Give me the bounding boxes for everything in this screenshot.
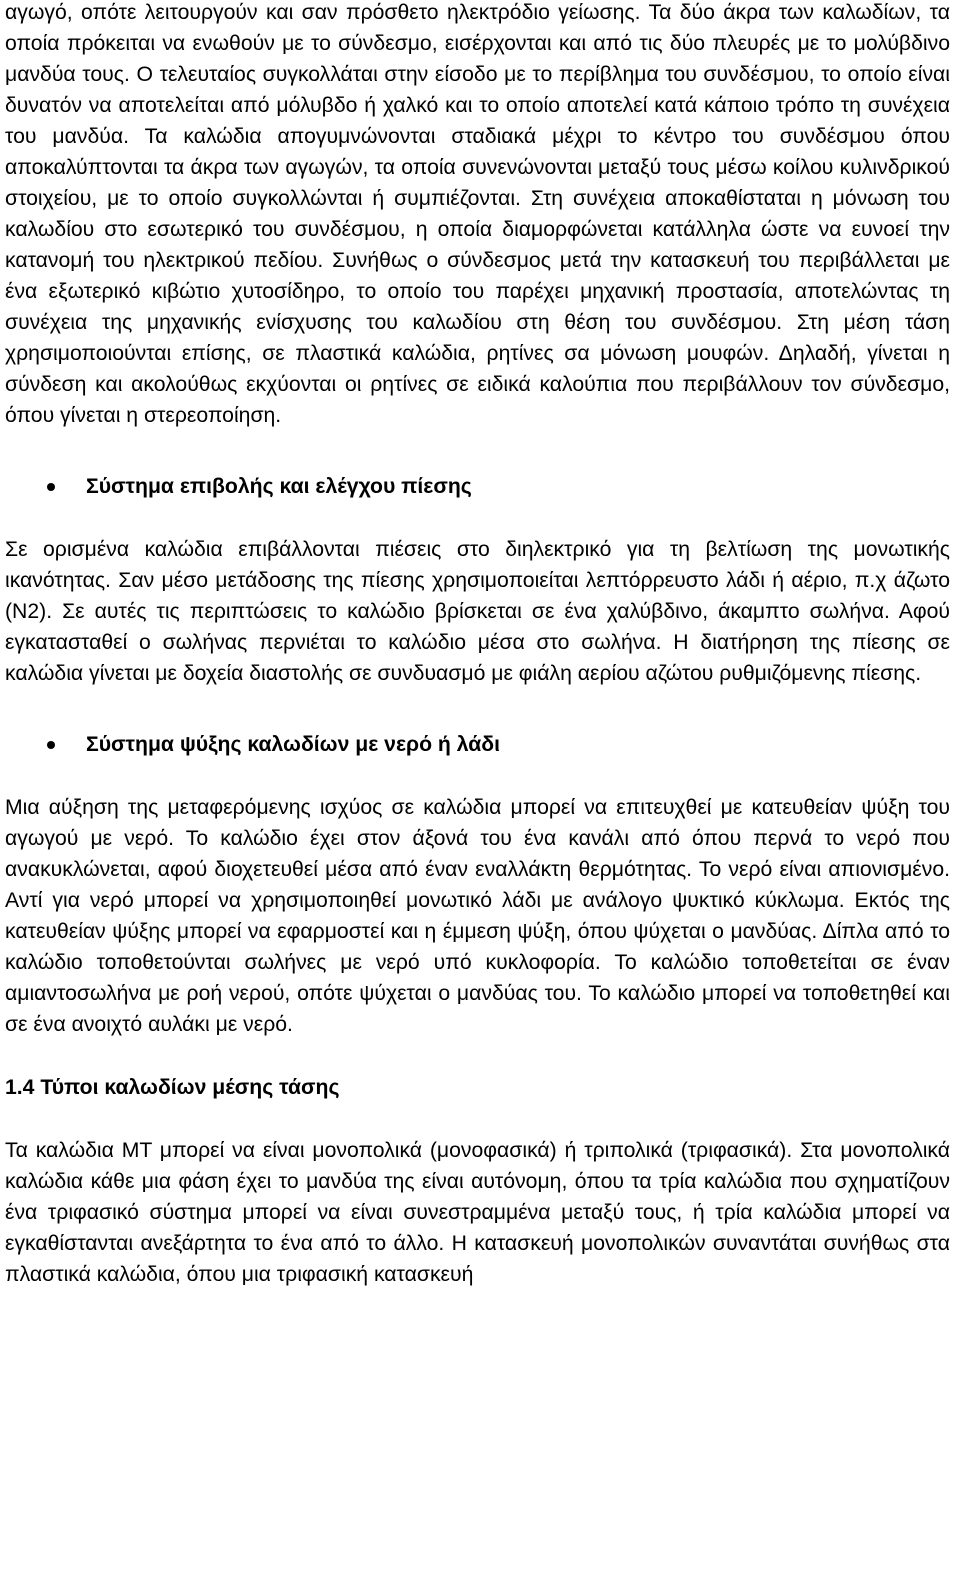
section-heading [5,471,950,502]
section-title: Σύστημα επιβολής και ελέγχου πίεσης [86,475,472,498]
spacer [5,431,950,471]
bullet-icon [47,741,55,749]
spacer [5,1103,950,1135]
section-title: Σύστημα ψύξης καλωδίων με νερό ή λάδι [86,733,501,756]
bullet-icon [47,483,55,491]
section-heading [5,729,950,760]
spacer [5,1040,950,1072]
spacer [5,760,950,792]
body-paragraph: Σε ορισμένα καλώδια επιβάλλονται πιέσεις στο διηλεκτρικό για τη βελτίωση της μονωτικής ικανότητας. Σαν μέσο μετάδοσης της πίεσης χρησιμοποιείται λεπτόρρευστο λάδι ή αέριο, π.χ άζωτο (N2). Σε αυτές τις περιπτώσεις το καλώδιο βρίσκεται σε ένα χαλύβδινο, άκαμπτο σωλήνα. Αφού εγκατασταθεί ο σωλήνας περνιέται το καλώδιο μέσα στο σωλήνα. Η διατήρηση της πίεσης σε καλώδια γίνεται με δοχεία διαστολής σε συνδυασμό με φιάλη αερίου αζώτου ρυθμιζόμενης πίεσης. [5,538,950,685]
body-paragraph: Μια αύξηση της μεταφερόμενης ισχύος σε καλώδια μπορεί να επιτευχθεί με κατευθείαν ψύξη του αγωγού με νερό. Το καλώδιο έχει στον άξονά του ένα κανάλι από όπου περνά το νερό που ανακυκλώνεται, αφού διοχετευθεί μέσα από έναν εναλλάκτη θερμότητας. Το νερό είναι απιονισμένο. Αντί για νερό μπορεί να χρησιμοποιηθεί μονωτικό λάδι με ανάλογο ψυκτικό κύκλωμα. Εκτός της κατευθείαν ψύξης μπορεί να εφαρμοστεί και η έμμεση ψύξη, όπου ψύχεται ο μανδύας. Δίπλα από το καλώδιο τοποθετούνται σωλήνες με νερό υπό κυκλοφορία. Το καλώδιο τοποθετείται σε έναν αμιαντοσωλήνα με ροή νερού, οπότε ψύχεται ο μανδύας του. Το καλώδιο μπορεί να τοποθετηθεί και σε ένα ανοιχτό αυλάκι με νερό. [5,796,950,1036]
body-paragraph: Τα καλώδια ΜΤ μπορεί να είναι μονοπολικά (μονοφασικά) ή τριπολικά (τριφασικά). Στα μονοπολικά καλώδια κάθε μια φάση έχει το μανδύα της είναι αυτόνομη, όπου τα τρία καλώδια που σχηματίζουν ένα τριφασικό σύστημα μπορεί να είναι συνεστραμμένα μεταξύ τους, ή τρία καλώδια μπορεί να εγκαθίστανται ανεξάρτητα το ένα από το άλλο. Η κατασκευή μονοπολικών συναντάται συνήθως στα πλαστικά καλώδια, όπου μια τριφασική κατασκευή [5,1139,950,1286]
spacer [5,689,950,729]
body-paragraph: αγωγό, οπότε λειτουργούν και σαν πρόσθετο ηλεκτρόδιο γείωσης. Τα δύο άκρα των καλωδίων, τα οποία πρόκειται να ενωθούν με το σύνδεσμο, εισέρχονται και από τις δύο πλευρές με το μολύβδινο μανδύα τους. Ο τελευταίος συγκολλάται στην είσοδο με το περίβλημα του συνδέσμου, το οποίο είναι δυνατόν να αποτελείται από μόλυβδο ή χαλκό και το οποίο αποτελεί κατά κάποιο τρόπο τη συνέχεια του μανδύα. Τα καλώδια απογυμνώνονται σταδιακά μέχρι το κέντρο του συνδέσμου όπου αποκαλύπτονται τα άκρα των αγωγών, τα οποία συνενώνονται μεταξύ τους μέσω κοίλου κυλινδρικού στοιχείου, με το οποίο συγκολλώνται ή συμπιέζονται. Στη συνέχεια αποκαθίσταται η μόνωση του καλωδίου στο εσωτερικό του συνδέσμου, η οποία διαμορφώνεται κατάλληλα ώστε να ευνοεί την κατανομή του ηλεκτρικού πεδίου. Συνήθως ο σύνδεσμος μετά την κατασκευή του περιβάλλεται με ένα εξωτερικό κιβώτιο χυτοσίδηρο, το οποίο του παρέχει μηχανική προστασία, αποτελώντας τη συνέχεια της μηχανικής ενίσχυσης του καλωδίου στη θέση του συνδέσμου. Στη μέση τάση χρησιμοποιούνται επίσης, σε πλαστικά καλώδια, ρητίνες σα μόνωση μουφών. Δηλαδή, γίνεται η σύνδεση και ακολούθως εκχύονται οι ρητίνες σε ειδικά καλούπια που περιβάλλουν τον σύνδεσμο, όπου γίνεται η στερεοποίηση. [5,1,950,427]
chapter-heading: 1.4 Τύποι καλωδίων μέσης τάσης [5,1076,340,1099]
spacer [5,502,950,534]
document-page [5,0,950,1290]
